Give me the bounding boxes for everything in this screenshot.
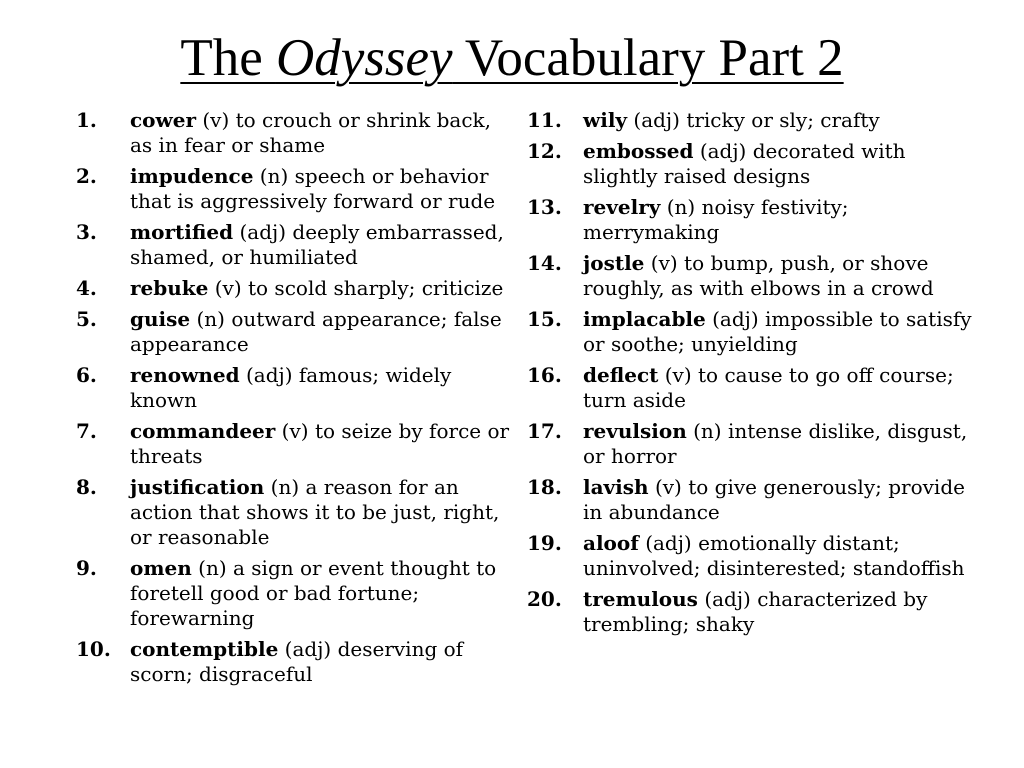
vocab-term: aloof (583, 531, 639, 555)
vocab-definition: famous; widely known (130, 363, 452, 412)
vocab-number: 3. (76, 220, 97, 244)
vocab-item (527, 139, 977, 189)
title-italic: Odyssey (275, 29, 453, 87)
vocab-item (76, 363, 516, 413)
vocab-definition: to crouch or shrink back, as in fear or shame (130, 108, 492, 157)
vocab-term: renowned (130, 363, 240, 387)
title-suffix: Vocabulary Part 2 (452, 29, 844, 87)
vocab-number: 4. (76, 276, 97, 300)
vocab-entry (583, 475, 977, 525)
vocab-definition: emotionally distant; uninvolved; disinterested; standoffish (583, 531, 965, 580)
vocab-number: 6. (76, 363, 97, 387)
vocab-definition: a sign or event thought to foretell good or bad fortune; forewarning (130, 556, 497, 630)
part-of-speech: (n) (270, 475, 300, 499)
vocab-item (527, 531, 977, 581)
vocab-number: 10. (76, 637, 111, 661)
vocab-number: 9. (76, 556, 97, 580)
part-of-speech: (adj) (239, 220, 287, 244)
part-of-speech: (adj) (645, 531, 692, 555)
part-of-speech: (adj) (284, 637, 332, 661)
vocab-definition: impossible to satisfy or soothe; unyielding (583, 307, 972, 356)
vocab-number: 2. (76, 164, 97, 188)
vocab-entry (130, 276, 516, 301)
vocab-item (527, 475, 977, 525)
part-of-speech: (n) (259, 164, 289, 188)
part-of-speech: (adj) (245, 363, 293, 387)
vocab-definition: to scold sharply; criticize (248, 276, 504, 300)
part-of-speech: (n) (666, 195, 696, 219)
vocab-term: revulsion (583, 419, 687, 443)
vocab-list-left (76, 108, 516, 693)
vocab-entry (583, 531, 977, 581)
vocab-number: 1. (76, 108, 97, 132)
vocab-definition: noisy festivity; merrymaking (583, 195, 849, 244)
vocab-item (76, 637, 516, 687)
part-of-speech: (n) (198, 556, 227, 580)
vocab-term: embossed (583, 139, 694, 163)
vocab-term: deflect (583, 363, 659, 387)
vocab-entry (130, 220, 516, 270)
vocab-number: 7. (76, 419, 97, 443)
vocab-entry (130, 363, 516, 413)
part-of-speech: (adj) (704, 587, 751, 611)
vocab-definition: to cause to go off course; turn aside (583, 363, 954, 412)
vocab-entry (583, 139, 977, 189)
vocab-entry (130, 419, 516, 469)
vocab-item (76, 419, 516, 469)
vocab-number: 15. (527, 307, 562, 331)
vocab-definition: deserving of scorn; disgraceful (130, 637, 464, 686)
vocab-entry (583, 307, 977, 357)
vocab-entry (130, 164, 516, 214)
vocab-definition: intense dislike, disgust, or horror (583, 419, 968, 468)
vocab-number: 11. (527, 108, 562, 132)
vocab-definition: to seize by force or threats (130, 419, 510, 468)
vocab-item (527, 363, 977, 413)
vocab-term: justification (130, 475, 265, 499)
vocab-entry (130, 556, 516, 631)
vocab-term: cower (130, 108, 196, 132)
vocab-definition: speech or behavior that is aggressively forward or rude (130, 164, 496, 213)
part-of-speech: (v) (281, 419, 309, 443)
title-prefix: The (180, 29, 276, 87)
part-of-speech: (v) (650, 251, 678, 275)
vocab-term: omen (130, 556, 192, 580)
vocab-item (527, 307, 977, 357)
vocab-item (76, 220, 516, 270)
vocab-term: implacable (583, 307, 706, 331)
vocab-entry (130, 307, 516, 357)
vocab-number: 20. (527, 587, 562, 611)
vocab-term: wily (583, 108, 628, 132)
vocab-number: 13. (527, 195, 562, 219)
vocab-item (76, 307, 516, 357)
vocab-term: rebuke (130, 276, 209, 300)
part-of-speech: (v) (202, 108, 230, 132)
vocab-item (527, 251, 977, 301)
vocab-number: 14. (527, 251, 562, 275)
vocab-entry (130, 475, 516, 550)
vocab-number: 5. (76, 307, 97, 331)
part-of-speech: (adj) (699, 139, 747, 163)
vocab-definition: outward appearance; false appearance (130, 307, 502, 356)
part-of-speech: (v) (664, 363, 692, 387)
vocab-number: 19. (527, 531, 562, 555)
part-of-speech: (adj) (712, 307, 759, 331)
vocab-list-right (527, 108, 977, 643)
vocab-term: commandeer (130, 419, 276, 443)
vocab-term: impudence (130, 164, 254, 188)
vocab-definition: decorated with slightly raised designs (583, 139, 906, 188)
vocab-definition: tricky or sly; crafty (686, 108, 880, 132)
vocab-number: 17. (527, 419, 562, 443)
vocab-term: mortified (130, 220, 234, 244)
vocab-item (527, 195, 977, 245)
vocab-number: 18. (527, 475, 562, 499)
vocab-definition: to bump, push, or shove roughly, as with elbows in a crowd (583, 251, 934, 300)
vocab-entry (583, 195, 977, 245)
part-of-speech: (n) (196, 307, 225, 331)
vocab-entry (583, 419, 977, 469)
vocab-item (76, 108, 516, 158)
vocab-number: 16. (527, 363, 562, 387)
vocab-entry (130, 637, 516, 687)
vocab-entry (583, 587, 977, 637)
vocab-item (76, 164, 516, 214)
vocab-item (527, 587, 977, 637)
vocab-term: contemptible (130, 637, 279, 661)
vocab-number: 8. (76, 475, 97, 499)
part-of-speech: (n) (693, 419, 722, 443)
part-of-speech: (v) (214, 276, 242, 300)
vocab-entry (583, 251, 977, 301)
vocab-definition: deeply embarrassed, shamed, or humiliated (130, 220, 504, 269)
vocab-item (76, 276, 516, 301)
vocab-term: guise (130, 307, 191, 331)
vocab-term: jostle (583, 251, 645, 275)
part-of-speech: (adj) (633, 108, 680, 132)
vocab-definition: a reason for an action that shows it to be just, right, or reasonable (130, 475, 500, 549)
page-title (0, 26, 1024, 90)
vocab-item (76, 475, 516, 550)
vocab-definition: to give generously; provide in abundance (583, 475, 965, 524)
vocab-entry (583, 363, 977, 413)
vocab-term: revelry (583, 195, 661, 219)
vocab-entry (583, 108, 977, 133)
vocab-item (527, 108, 977, 133)
vocab-term: tremulous (583, 587, 698, 611)
vocab-entry (130, 108, 516, 158)
part-of-speech: (v) (654, 475, 682, 499)
vocab-definition: characterized by trembling; shaky (583, 587, 928, 636)
vocab-item (76, 556, 516, 631)
vocab-term: lavish (583, 475, 649, 499)
vocab-number: 12. (527, 139, 562, 163)
vocab-item (527, 419, 977, 469)
